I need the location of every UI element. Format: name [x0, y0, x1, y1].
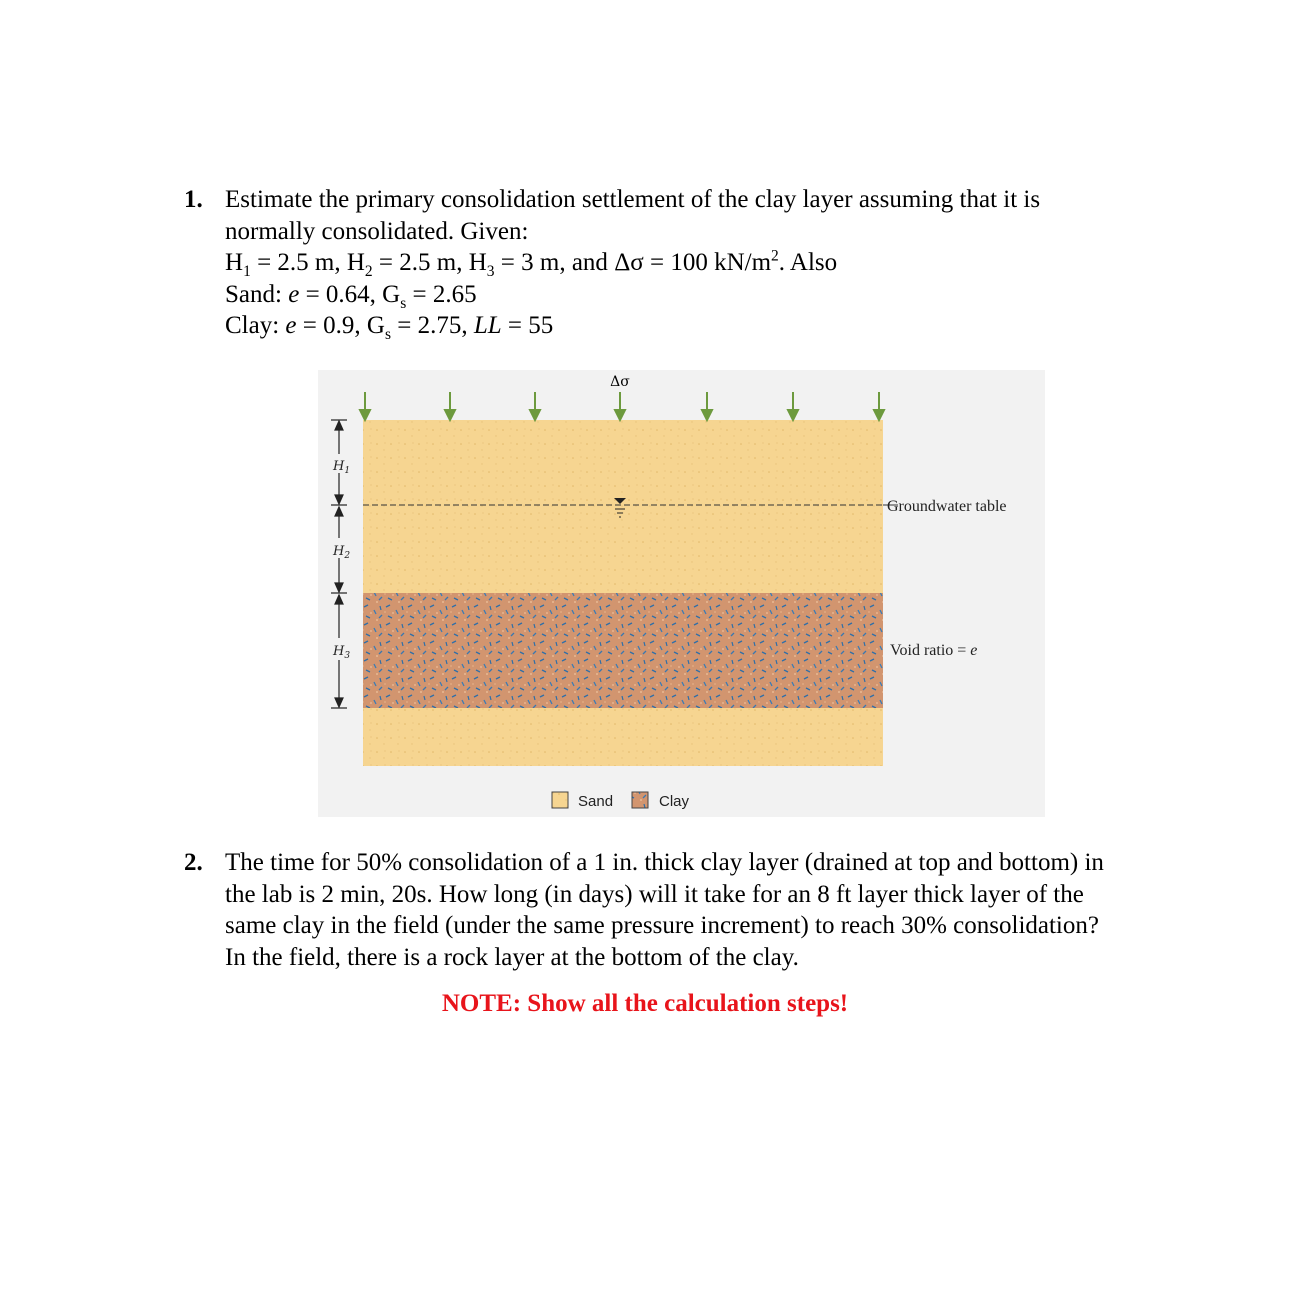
question-1-clay-properties: Clay: e = 0.9, $G_s = 2.75$, LL = 55 [225, 312, 554, 343]
question-2 [184, 847, 1164, 973]
question-1 [184, 184, 1164, 342]
question-1-number: 1. [184, 186, 203, 213]
h1-dimension-label: $H_1$ [333, 459, 351, 476]
question-1-sand-properties: Sand: e = 0.64, $G_s = 2.65$ [225, 280, 477, 312]
question-2-number: 2. [184, 849, 203, 876]
question-2-line-3: same clay in the field (under the same pressure increment) to reach 30% consolidation? [225, 912, 1099, 939]
soil-profile-figure [318, 370, 1045, 817]
question-2-line-1: The time for 50% consolidation of a 1 in. thick clay layer (drained at top and bottom) in [225, 849, 1104, 876]
void-ratio-label: Void ratio = e [890, 642, 978, 659]
question-2-line-2: the lab is 2 min, 20s. How long (in days) will it take for an 8 ft layer thick layer of the [225, 880, 1084, 908]
question-1-given: $H_1 = 2.5$ m, $H_2 = 2.5$ m, $H_3 = 3$ m, and Δσ = 100 $kN/m^2$. Also [225, 247, 838, 280]
groundwater-label: Groundwater table [887, 498, 1007, 515]
sand-layer-lower [363, 708, 883, 766]
legend-sand-swatch [552, 792, 568, 808]
legend-clay-swatch [632, 792, 648, 808]
legend-clay-label: Clay [659, 793, 690, 810]
question-2-line-4: In the field, there is a rock layer at the bottom of the clay. [225, 943, 799, 971]
sand-layer-upper [363, 420, 883, 593]
note: NOTE: Show all the calculation steps! [441, 990, 849, 1017]
question-1-line-1: Estimate the primary consolidation settlement of the clay layer assuming that it is [225, 186, 1041, 213]
clay-layer [363, 593, 883, 708]
h2-dimension-label: $H_2$ [333, 544, 351, 561]
h3-dimension-label: $H_3$ [333, 644, 351, 661]
question-1-line-2: normally consolidated. Given: [225, 217, 529, 245]
load-label: Δσ [610, 374, 630, 390]
legend-sand-label: Sand [578, 793, 614, 810]
